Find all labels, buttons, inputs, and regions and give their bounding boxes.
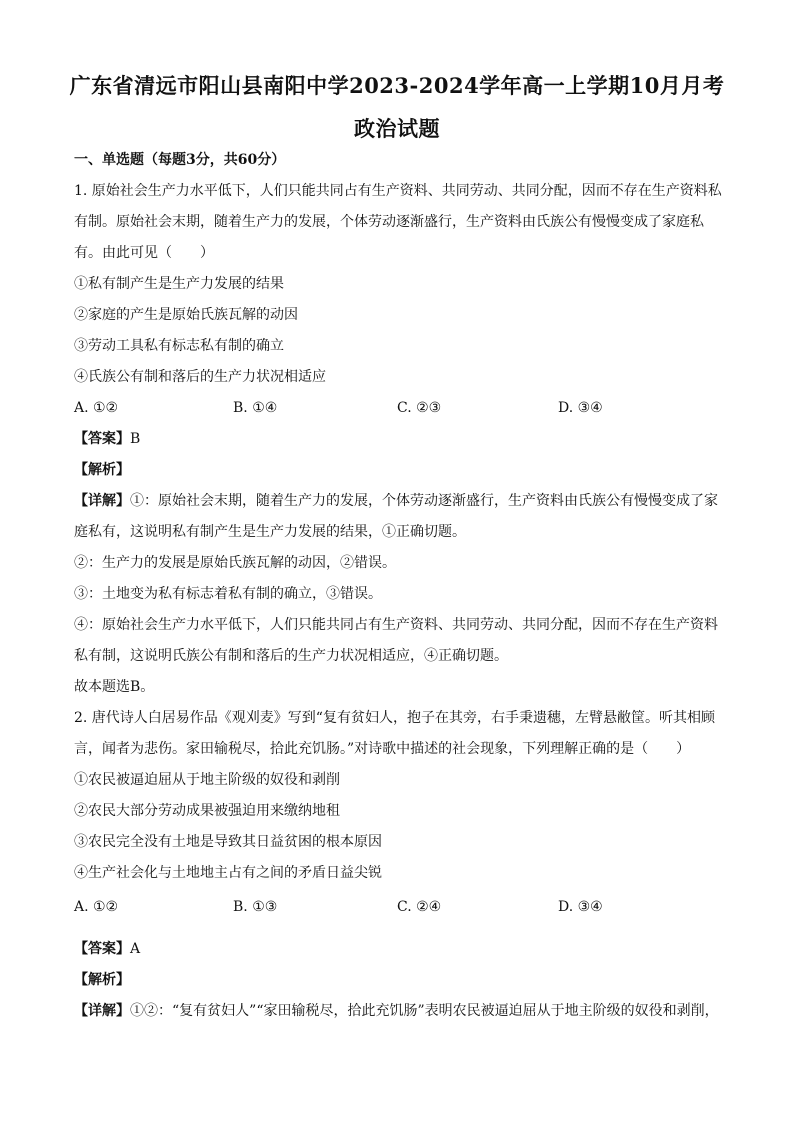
q2-choice-b: B. ①③ [233, 899, 278, 915]
q1-stem-line: 有制。原始社会末期，随着生产力的发展，个体劳动逐渐盛行，生产资料由氏族公有慢慢变成了家庭私 [74, 214, 704, 230]
q2-detail [74, 1001, 724, 1021]
q2-option: ②农民大部分劳动成果被强迫用来缴纳地租 [74, 803, 340, 819]
q1-analysis-label: 【解析】 [74, 462, 130, 478]
q1-option: ①私有制产生是生产力发展的结果 [74, 276, 284, 292]
q2-option: ④生产社会化与土地地主占有之间的矛盾日益尖锐 [74, 865, 382, 881]
q1-choice-b: B. ①④ [233, 400, 278, 416]
q1-conclusion: 故本题选B。 [74, 679, 155, 695]
answer-value: A [130, 941, 141, 957]
q1-detail-line: ②：生产力的发展是原始氏族瓦解的动因，②错误。 [74, 555, 396, 571]
detail-text: ①②：“复有贫妇人”“家田输税尽，拾此充饥肠”表明农民被逼迫屈从于地主阶级的奴役和剥削， [130, 1003, 719, 1019]
q1-detail-line: 私有制，这说明氏族公有制和落后的生产力状况相适应，④正确切题。 [74, 648, 508, 664]
answer-label: 【答案】 [74, 431, 130, 447]
q2-option: ③农民完全没有土地是导致其日益贫困的根本原因 [74, 834, 382, 850]
q2-analysis-label: 【解析】 [74, 972, 130, 988]
detail-label: 【详解】 [74, 1003, 130, 1019]
section-heading: 一、单选题（每题3分，共60分） [74, 152, 286, 168]
q1-answer [74, 429, 724, 449]
q1-choice-c: C. ②③ [397, 400, 442, 416]
q1-option: ④氏族公有制和落后的生产力状况相适应 [74, 369, 326, 385]
q2-choice-d: D. ③④ [558, 899, 603, 915]
q1-option: ③劳动工具私有标志私有制的确立 [74, 338, 284, 354]
q1-detail-line: 庭私有，这说明私有制产生是生产力发展的结果，①正确切题。 [74, 524, 466, 540]
q1-detail [74, 491, 724, 511]
q2-stem-line: 言，闻者为悲伤。家田输税尽，拾此充饥肠。”对诗歌中描述的社会现象，下列理解正确的是（ ） [74, 741, 691, 757]
q1-stem-line: 1. 原始社会生产力水平低下，人们只能共同占有生产资料、共同劳动、共同分配，因而不存在生产资料私 [74, 183, 722, 199]
q2-choice-a: A. ①② [74, 899, 119, 915]
answer-value: B [130, 431, 141, 447]
q1-option: ②家庭的产生是原始氏族瓦解的动因 [74, 307, 298, 323]
detail-text: ①：原始社会末期，随着生产力的发展，个体劳动逐渐盛行，生产资料由氏族公有慢慢变成了家 [130, 493, 718, 509]
q2-option: ①农民被逼迫屈从于地主阶级的奴役和剥削 [74, 772, 340, 788]
q2-choice-c: C. ②④ [397, 899, 442, 915]
q2-stem-line: 2. 唐代诗人白居易作品《观刈麦》写到“复有贫妇人，抱子在其旁，右手秉遗穗，左臂悬敝筐。听其相顾 [74, 710, 715, 726]
detail-label: 【详解】 [74, 493, 130, 509]
q1-detail-line: ④：原始社会生产力水平低下，人们只能共同占有生产资料、共同劳动、共同分配，因而不存在生产资料 [74, 617, 718, 633]
document-title: 广东省清远市阳山县南阳中学2023-2024学年高一上学期10月月考 [69, 73, 725, 98]
q2-answer [74, 939, 724, 959]
q1-stem-line: 有。由此可见（ ） [74, 245, 214, 261]
q1-detail-line: ③：土地变为私有标志着私有制的确立，③错误。 [74, 586, 382, 602]
q1-choice-a: A. ①② [74, 400, 119, 416]
document-subtitle: 政治试题 [354, 116, 440, 141]
q1-choice-d: D. ③④ [558, 400, 603, 416]
answer-label: 【答案】 [74, 941, 130, 957]
